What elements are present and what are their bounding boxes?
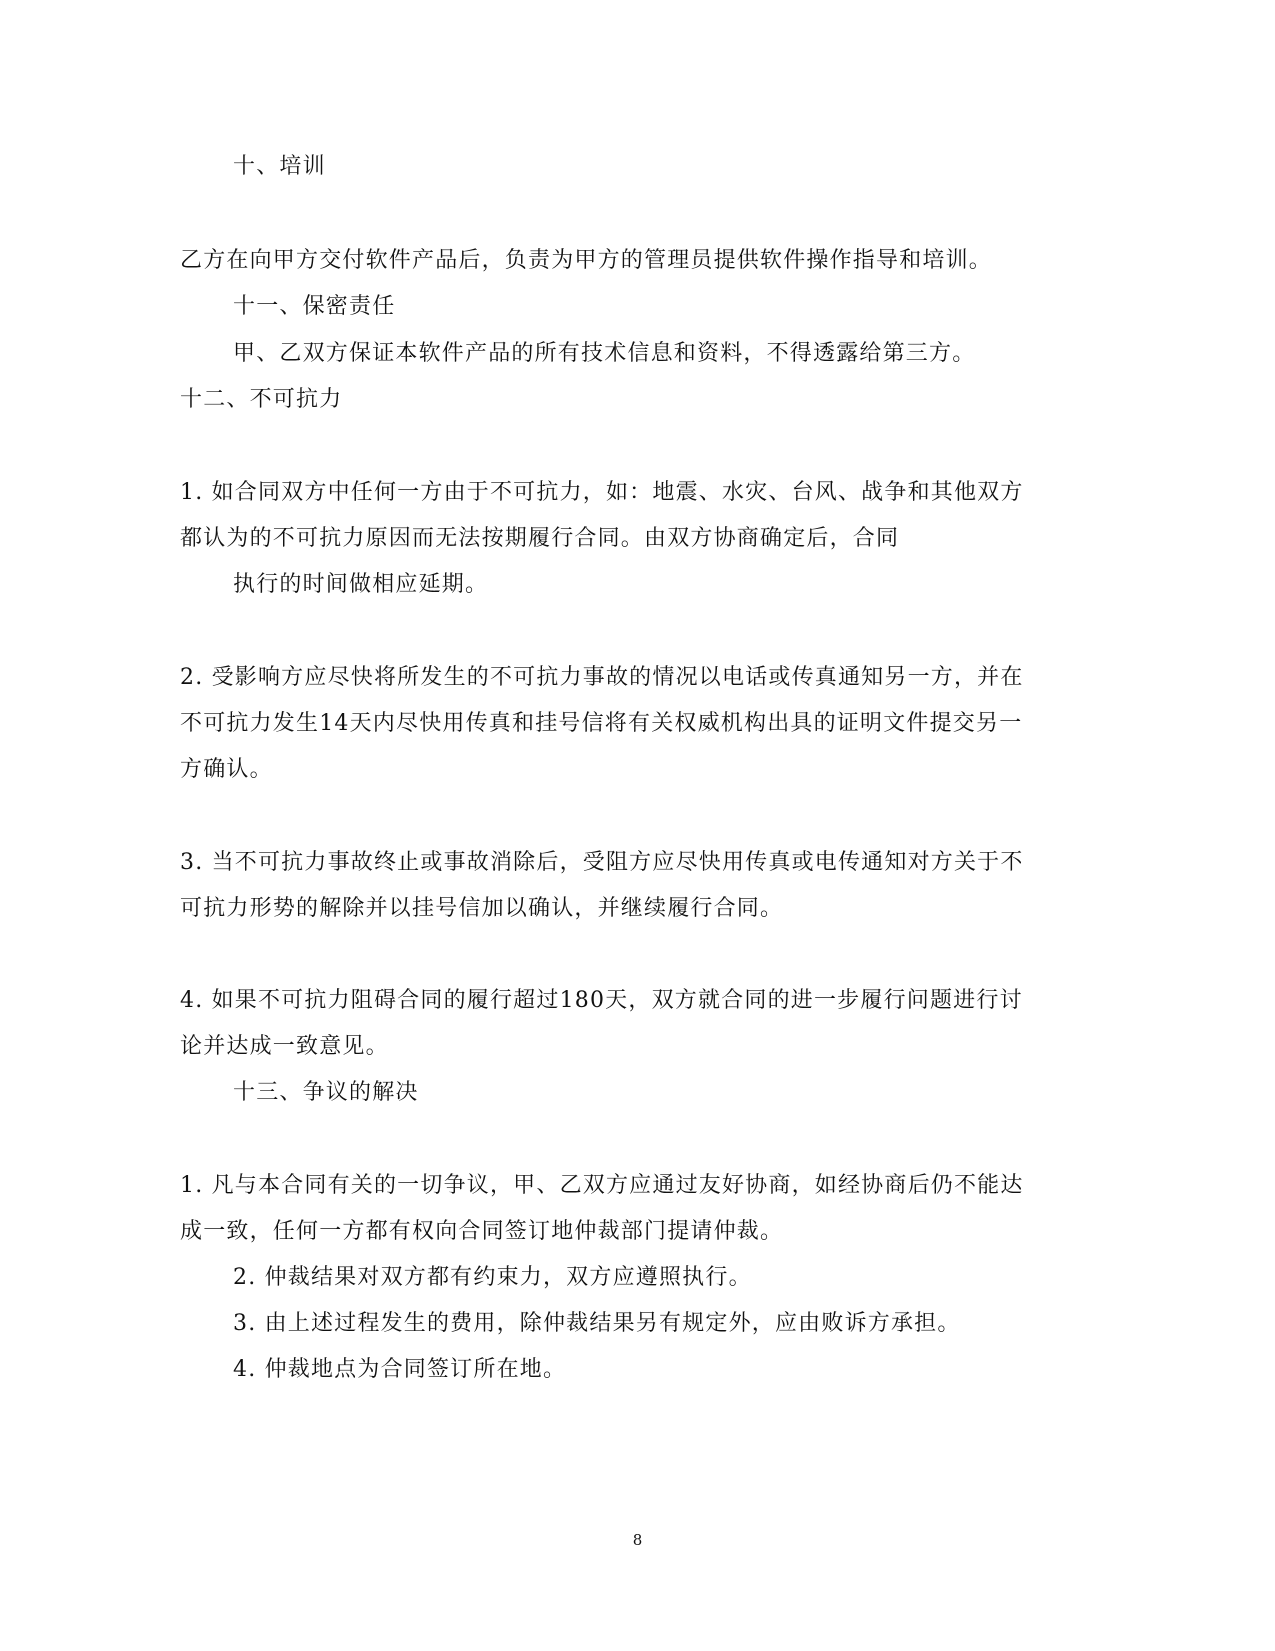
section-13-item-2: 2. 仲裁结果对双方都有约束力，双方应遵照执行。 <box>233 1265 752 1290</box>
section-11-body: 甲、乙双方保证本软件产品的所有技术信息和资料，不得透露给第三方。 <box>233 341 976 366</box>
section-10-heading: 十、培训 <box>233 154 326 179</box>
section-12-heading: 十二、不可抗力 <box>180 387 343 412</box>
section-13-item-1-line-2: 成一致，任何一方都有权向合同签订地仲裁部门提请仲裁。 <box>180 1219 784 1244</box>
section-12-item-1-line-3: 执行的时间做相应延期。 <box>233 572 489 597</box>
section-11-heading: 十一、保密责任 <box>233 294 396 319</box>
section-13-item-4: 4. 仲裁地点为合同签订所在地。 <box>233 1357 567 1382</box>
section-13-heading: 十三、争议的解决 <box>233 1080 419 1105</box>
section-12-item-2-line-1: 2. 受影响方应尽快将所发生的不可抗力事故的情况以电话或传真通知另一方，并在 <box>180 665 1024 690</box>
section-12-item-1-line-1: 1. 如合同双方中任何一方由于不可抗力，如：地震、水灾、台风、战争和其他双方 <box>180 480 1024 505</box>
section-13-item-3: 3. 由上述过程发生的费用，除仲裁结果另有规定外，应由败诉方承担。 <box>233 1311 961 1336</box>
section-12-item-2-line-3: 方确认。 <box>180 757 273 782</box>
section-12-item-1-line-2: 都认为的不可抗力原因而无法按期履行合同。由双方协商确定后，合同 <box>180 526 900 551</box>
section-12-item-3-line-2: 可抗力形势的解除并以挂号信加以确认，并继续履行合同。 <box>180 896 784 921</box>
section-10-body: 乙方在向甲方交付软件产品后，负责为甲方的管理员提供软件操作指导和培训。 <box>180 248 993 273</box>
section-12-item-4-line-2: 论并达成一致意见。 <box>180 1034 389 1059</box>
page-number: 8 <box>632 1531 643 1549</box>
section-12-item-4-line-1: 4. 如果不可抗力阻碍合同的履行超过180天，双方就合同的进一步履行问题进行讨 <box>180 988 1023 1013</box>
section-12-item-3-line-1: 3. 当不可抗力事故终止或事故消除后，受阻方应尽快用传真或电传通知对方关于不 <box>180 850 1024 875</box>
section-13-item-1-line-1: 1. 凡与本合同有关的一切争议，甲、乙双方应通过友好协商，如经协商后仍不能达 <box>180 1173 1024 1198</box>
section-12-item-2-line-2: 不可抗力发生14天内尽快用传真和挂号信将有关权威机构出具的证明文件提交另一 <box>180 711 1023 736</box>
